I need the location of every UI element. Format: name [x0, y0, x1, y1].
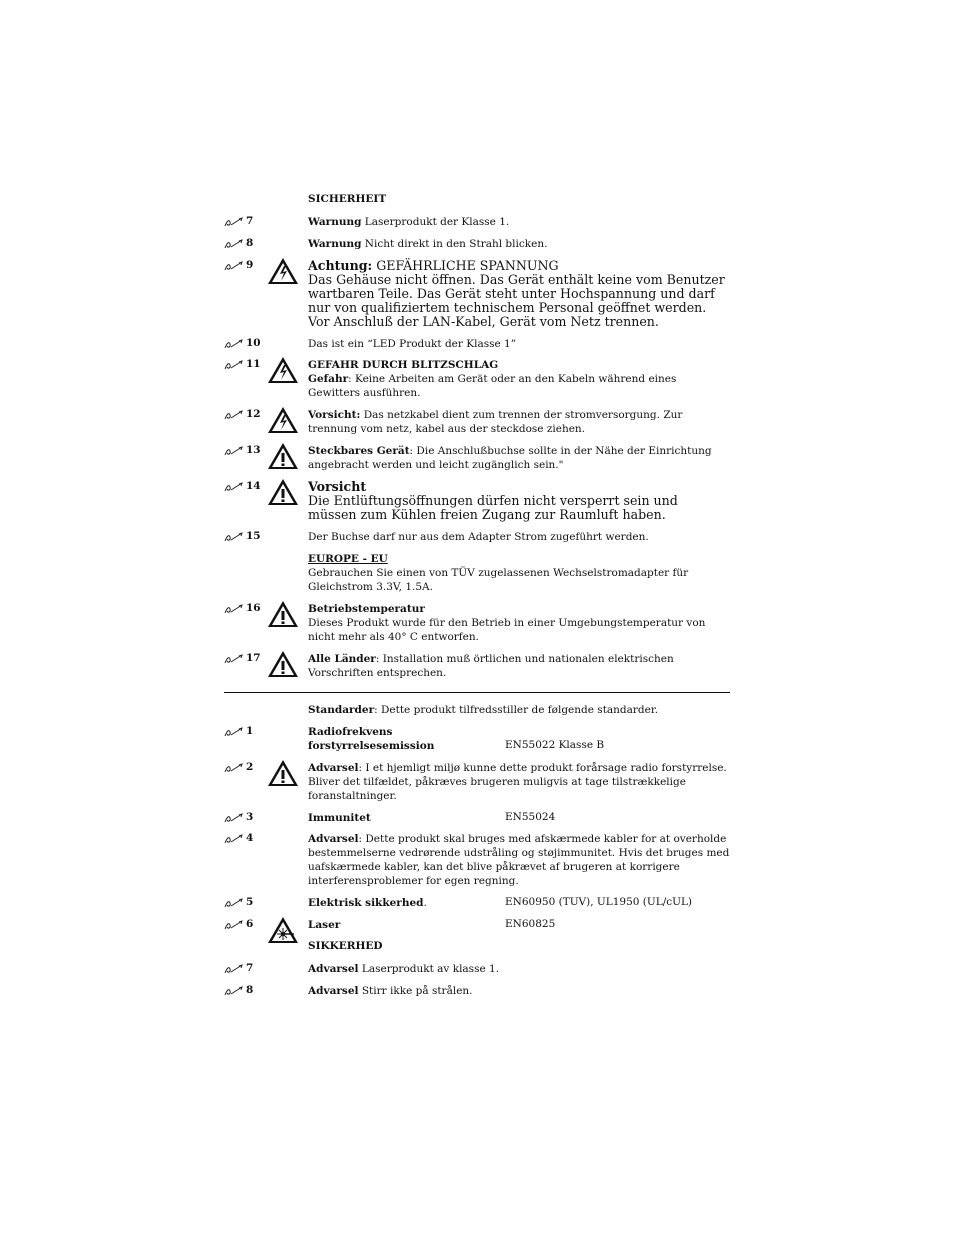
item-number: 14 — [246, 480, 261, 492]
item-label: Immunitet — [308, 812, 371, 824]
item-number: 6 — [246, 918, 254, 930]
item-label: Standarder — [308, 704, 375, 716]
item-label: Advarsel — [308, 985, 359, 997]
item-label: Alle Länder — [308, 653, 376, 665]
item-label: Advarsel — [308, 833, 359, 845]
item-label: Vorsicht — [308, 479, 367, 494]
caution-warning-icon — [267, 442, 299, 470]
note-pen-icon — [224, 259, 264, 273]
item-number: 15 — [246, 530, 261, 542]
item-text: : Dette produkt skal bruges med afskærmede kabler for at overholde bestemmelserne vedrørende udstråling og støjimmunitet. Hvis det bruges med uafskærmede kabler, kan det blive påkrævet af brugeren at korrigere interferensproblemer for egen regning. — [308, 833, 730, 887]
note-pen-icon — [224, 918, 264, 932]
item-text: Der Buchse darf nur aus dem Adapter Strom zugeführt werden. — [308, 531, 649, 543]
note-pen-icon — [224, 896, 264, 910]
section-divider — [224, 692, 730, 693]
item-text: : Dette produkt tilfredsstiller de følgende standarder. — [374, 704, 659, 716]
high-voltage-warning-icon — [267, 406, 299, 434]
note-pen-icon — [224, 761, 264, 775]
item-text: : Keine Arbeiten am Gerät oder an den Kabeln während eines Gewitters ausführen. — [308, 373, 677, 399]
standard-value: EN55024 — [505, 811, 556, 823]
item-number: 1 — [246, 725, 254, 737]
item-label: Achtung: — [308, 258, 373, 273]
item-text: Laserprodukt der Klasse 1. — [361, 216, 510, 228]
item-number: 8 — [246, 237, 254, 249]
item-number: 7 — [246, 215, 254, 227]
item-label: Advarsel — [308, 762, 359, 774]
item-text: : Installation muß örtlichen und nationalen elektrischen Vorschriften entsprechen. — [308, 653, 674, 679]
item-label: GEFAHR DURCH BLITZSCHLAG — [308, 359, 499, 371]
item-number: 12 — [246, 408, 261, 420]
item-number: 16 — [246, 602, 261, 614]
note-pen-icon — [224, 237, 264, 251]
item-label: Steckbares Gerät — [308, 445, 410, 457]
item-number: 17 — [246, 652, 261, 664]
item-label: forstyrrelsesemission — [308, 740, 435, 752]
item-heading: GEFÄHRLICHE SPANNUNG — [372, 258, 559, 273]
item-text: Das ist ein “LED Produkt der Klasse 1” — [308, 338, 517, 350]
section-heading-sikkerhed: SIKKERHED — [308, 940, 383, 952]
item-number: 4 — [246, 832, 254, 844]
caution-warning-icon — [267, 478, 299, 506]
item-number: 3 — [246, 811, 254, 823]
item-label: Vorsicht: — [308, 409, 361, 421]
item-text: : I et hjemligt miljø kunne dette produkt forårsage radio forstyrrelse. Bliver det tilfældet, påkræves brugeren muligvis at tage tilstrækkelige foranstaltninger. — [308, 762, 727, 802]
caution-warning-icon — [267, 650, 299, 678]
caution-warning-icon — [267, 759, 299, 787]
laser-warning-icon — [267, 916, 299, 944]
item-text: Gebrauchen Sie einen von TÜV zugelassenen Wechselstromadapter für Gleichstrom 3.3V, 1.5A. — [308, 567, 689, 593]
item-label: EUROPE - EU — [308, 553, 388, 565]
note-pen-icon — [224, 984, 264, 998]
item-number: 7 — [246, 962, 254, 974]
item-number: 11 — [246, 358, 261, 370]
item-label: Laser — [308, 919, 341, 931]
item-text: Stirr ikke på strålen. — [358, 985, 473, 997]
item-label: Warnung — [308, 238, 362, 250]
item-text: . — [423, 897, 427, 909]
section-heading-sicherheit: SICHERHEIT — [308, 193, 387, 205]
standard-value: EN60950 (TUV), UL1950 (UL/cUL) — [505, 896, 693, 908]
standard-value: EN55022 Klasse B — [505, 739, 605, 751]
high-voltage-warning-icon — [267, 257, 299, 285]
standard-value: EN60825 — [505, 918, 556, 930]
item-number: 9 — [246, 259, 254, 271]
item-label: Betriebstemperatur — [308, 603, 425, 615]
item-text: : Die Anschlußbuchse sollte in der Nähe der Einrichtung angebracht werden und leicht zugänglich sein." — [308, 445, 712, 471]
caution-warning-icon — [267, 600, 299, 628]
item-text: Dieses Produkt wurde für den Betrieb in einer Umgebungstemperatur von nicht mehr als 40° C entworfen. — [308, 617, 706, 643]
item-label: Advarsel — [308, 963, 359, 975]
item-text: Nicht direkt in den Strahl blicken. — [361, 238, 548, 250]
item-number: 13 — [246, 444, 261, 456]
item-text: Das netzkabel dient zum trennen der stromversorgung. Zur trennung vom netz, kabel aus der steckdose ziehen. — [308, 409, 683, 435]
item-text: Die Entlüftungsöffnungen dürfen nicht versperrt sein und müssen zum Kühlen freien Zugang zur Raumluft haben. — [308, 493, 678, 522]
item-label: Warnung — [308, 216, 362, 228]
high-voltage-warning-icon — [267, 356, 299, 384]
note-pen-icon — [224, 215, 264, 229]
note-pen-icon — [224, 811, 264, 825]
item-label: Gefahr — [308, 373, 349, 385]
note-pen-icon — [224, 962, 264, 976]
item-text: Laserprodukt av klasse 1. — [358, 963, 500, 975]
item-number: 2 — [246, 761, 254, 773]
note-pen-icon — [224, 725, 264, 739]
item-number: 8 — [246, 984, 254, 996]
item-number: 5 — [246, 896, 254, 908]
note-pen-icon — [224, 832, 264, 846]
item-number: 10 — [246, 337, 261, 349]
item-label: Elektrisk sikkerhed — [308, 897, 424, 909]
item-label: Radiofrekvens — [308, 726, 393, 738]
item-text: Das Gehäuse nicht öffnen. Das Gerät enthält keine vom Benutzer wartbaren Teile. Das Gerät steht unter Hochspannung und darf nur von qualifiziertem technischem Personal geöffnet werden. Vor Anschluß der LAN-Kabel, Gerät vom Netz trennen. — [308, 272, 725, 329]
